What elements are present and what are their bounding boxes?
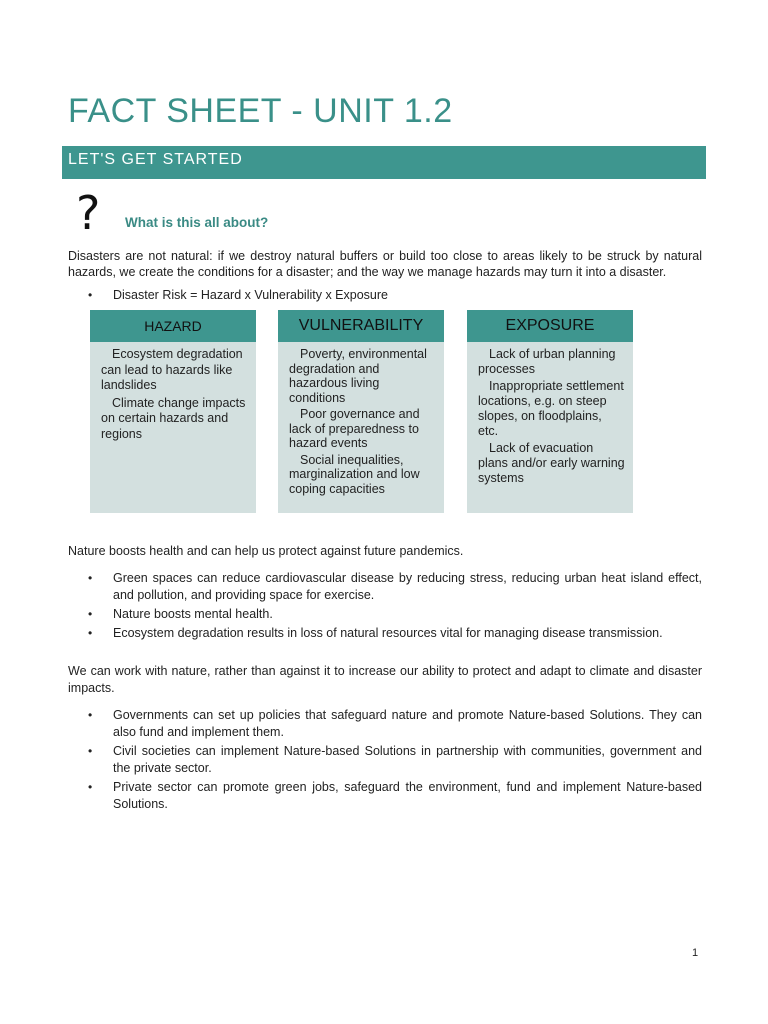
question-heading: What is this all about?	[125, 215, 269, 230]
bullet-icon: •	[88, 780, 93, 794]
list-item	[68, 606, 702, 623]
card-item: Poor governance and lack of preparedness to hazard events	[289, 407, 420, 450]
exposure-card-body	[467, 342, 633, 486]
card-item: Inappropriate settlement locations, e.g. on steep slopes, on floodplains, etc.	[478, 379, 624, 438]
hazard-card-title: HAZARD	[144, 318, 202, 334]
section-banner-label: LET'S GET STARTED	[68, 151, 243, 168]
list-item-text: Civil societies can implement Nature-based Solutions in partnership with communities, government and the private sector.	[113, 744, 702, 775]
question-mark-icon: ?	[76, 186, 101, 240]
list-item-text: Ecosystem degradation results in loss of natural resources vital for managing disease transmission.	[113, 626, 663, 640]
bullet-icon: •	[88, 626, 93, 640]
hazard-card-body	[90, 342, 256, 442]
card-item: Social inequalities, marginalization and low coping capacities	[289, 452, 420, 496]
list-item	[68, 707, 702, 741]
work-intro: We can work with nature, rather than against it to increase our ability to protect and adapt to climate and disaster impacts.	[68, 664, 702, 695]
vulnerability-card-body	[278, 342, 444, 496]
card-item: Ecosystem degradation can lead to hazards like landslides	[101, 347, 243, 392]
exposure-card	[467, 310, 633, 513]
vulnerability-card-header	[278, 310, 444, 342]
list-item-text: Nature boosts mental health.	[113, 607, 273, 621]
list-item	[68, 625, 702, 642]
exposure-card-header	[467, 310, 633, 342]
work-list	[68, 707, 702, 815]
bullet-icon: •	[88, 607, 93, 621]
card-item: Poverty, environmental degradation and hazardous living conditions	[289, 347, 427, 405]
page-number: 1	[692, 947, 699, 959]
formula-text: Disaster Risk = Hazard x Vulnerability x Exposure	[113, 288, 388, 302]
card-item: Climate change impacts on certain hazards and regions	[101, 395, 246, 441]
card-item: Lack of evacuation plans and/or early warning systems	[478, 441, 625, 485]
formula-list	[68, 287, 702, 306]
bullet-icon: •	[88, 288, 93, 302]
exposure-card-title: EXPOSURE	[505, 317, 595, 334]
health-list	[68, 570, 702, 644]
health-intro: Nature boosts health and can help us protect against future pandemics.	[68, 544, 464, 558]
vulnerability-card-title: VULNERABILITY	[298, 317, 424, 334]
hazard-card	[90, 310, 256, 513]
section-banner	[62, 146, 706, 179]
list-item	[68, 570, 702, 604]
list-item-text: Governments can set up policies that safeguard nature and promote Nature-based Solutions. They can also fund and implement them.	[113, 708, 702, 739]
list-item	[68, 779, 702, 813]
list-item-text: Private sector can promote green jobs, safeguard the environment, fund and implement Nature-based Solutions.	[113, 780, 702, 811]
vulnerability-card	[278, 310, 444, 513]
bullet-icon: •	[88, 571, 93, 585]
card-item: Lack of urban planning processes	[478, 347, 616, 376]
list-item	[68, 743, 702, 777]
list-item	[68, 287, 702, 304]
bullet-icon: •	[88, 744, 93, 758]
list-item-text: Green spaces can reduce cardiovascular disease by reducing stress, reducing urban heat island effect, and pollution, and providing space for exercise.	[113, 571, 702, 602]
intro-paragraph: Disasters are not natural: if we destroy natural buffers or build too close to areas likely to be struck by natural hazards, we create the conditions for a disaster; and the way we manage hazards may turn it into a disaster.	[68, 249, 702, 279]
page-title: FACT SHEET - UNIT 1.2	[68, 92, 453, 130]
hazard-card-header	[90, 310, 256, 342]
bullet-icon: •	[88, 708, 93, 722]
